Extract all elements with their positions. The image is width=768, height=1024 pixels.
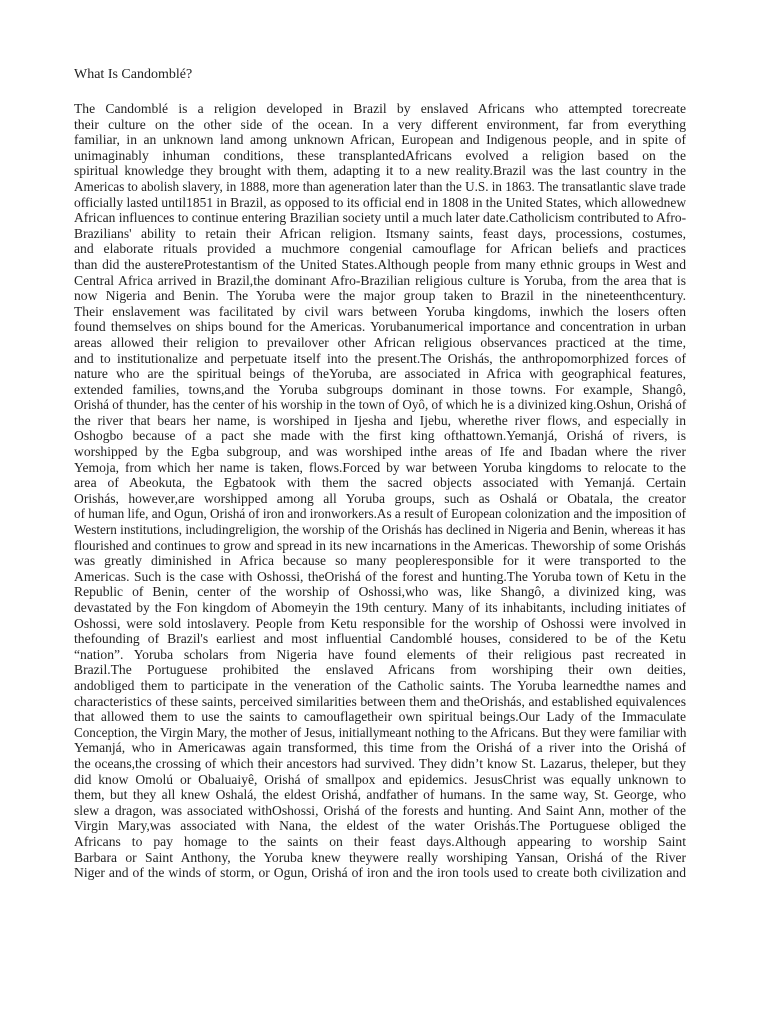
body-line: thefounding of Brazil's earliest and most influential Candomblé houses, considered to be of the Ketu bbox=[74, 631, 686, 647]
body-line: them, but they all knew Oshalá, the eldest Orishá, andfather of humans. In the same way, St. George, who bbox=[74, 787, 686, 803]
body-line: Their enslavement was facilitated by civil wars between Yoruba kingdoms, inwhich the losers often bbox=[74, 303, 686, 319]
document-body bbox=[74, 101, 686, 881]
body-line: and elaborate rituals provided a muchmore congenial camouflage for African beliefs and practices bbox=[74, 241, 686, 257]
body-line: Africans to pay homage to the saints on their feast days.Although appearing to worship Saint bbox=[74, 833, 686, 849]
body-line: slew a dragon, was associated withOshossi, Orishá of the forests and hunting. And Saint Ann, mother of the bbox=[74, 802, 686, 818]
body-line: Yemoja, from which her name is taken, flows.Forced by war between Yoruba kingdoms to relocate to the bbox=[74, 459, 686, 475]
body-line: Americas to abolish slavery, in 1888, more than ageneration later than the U.S. in 1863. The transatlantic slave trade bbox=[74, 178, 686, 194]
body-line: Oshossi, were sold intoslavery. People from Ketu responsible for the worship of Oshossi were involved in bbox=[74, 615, 686, 631]
body-line: unimaginably inhuman conditions, these transplantedAfricans evolved a religion based on the bbox=[74, 147, 686, 163]
body-line: their culture on the other side of the ocean. In a very different environment, far from everything bbox=[74, 116, 686, 132]
body-line: Brazil.The Portuguese prohibited the enslaved Africans from worshiping their own deities, bbox=[74, 662, 686, 678]
body-line: now Nigeria and Benin. The Yoruba were the major group taken to Brazil in the nineteenthcentury. bbox=[74, 288, 686, 304]
body-line: devastated by the Fon kingdom of Abomeyin the 19th century. Many of its inhabitants, including initiates of bbox=[74, 600, 686, 615]
body-line: characteristics of these saints, perceived similarities between them and theOrishás, and established equivalences bbox=[74, 693, 686, 709]
body-line: flourished and continues to grow and spread in its new incarnations in the Americas. Theworship of some Orishás bbox=[74, 537, 686, 553]
document-title: What Is Candomblé? bbox=[74, 67, 193, 82]
body-line: officially lasted until1851 in Brazil, as opposed to its official end in 1808 in the United States, which allowednew bbox=[74, 194, 687, 210]
body-line: Conception, the Virgin Mary, the mother of Jesus, initiallymeant nothing to the Africans. But they were familiar with bbox=[74, 724, 687, 740]
body-line: worshipped by the Egba subgroup, and was worshiped inthe areas of Ife and Ibadan where the river bbox=[74, 444, 686, 460]
body-line: “nation”. Yoruba scholars from Nigeria have found elements of their religious past recreated in bbox=[74, 646, 686, 662]
body-line: Barbara or Saint Anthony, the Yoruba knew theywere really worshiping Yansan, Orishá of the River bbox=[74, 849, 686, 865]
body-line: than did the austereProtestantism of the United States.Although people from many ethnic groups in West and bbox=[74, 256, 686, 272]
body-line: Western institutions, includingreligion, the worship of the Orishás has declined in Nigeria and Benin, whereas it has bbox=[74, 522, 686, 538]
body-line: spiritual knowledge they brought with them, adapting it to a new reality.Brazil was the last country in the bbox=[74, 163, 686, 179]
body-line: familiar, in an unknown land among unknown African, European and Indigenous people, and in spite of bbox=[74, 132, 686, 148]
body-line: Central Africa arrived in Brazil,the dominant Afro-Brazilian religious culture is Yoruba, from the area that is bbox=[74, 272, 686, 288]
body-line: Republic of Benin, center of the worship of Oshossi,who was, like Shangô, a divinized king, was bbox=[74, 584, 686, 600]
body-line: Brazilians' ability to retain their African religion. Itsmany saints, feast days, processions, costumes, bbox=[74, 225, 686, 241]
body-line: found themselves on ships bound for the Americas. Yorubanumerical importance and concentration in urban bbox=[74, 319, 686, 335]
body-line: Niger and of the winds of storm, or Ogun, Orishá of iron and the iron tools used to create both civilization and bbox=[74, 865, 686, 881]
body-line: area of Abeokuta, the Egbatook with them the sacred objects associated with Yemanjá. Certain bbox=[74, 475, 686, 491]
body-line: of human life, and Ogun, Orishá of iron and ironworkers.As a result of European colonization and the imposition of bbox=[74, 506, 687, 522]
body-line: and to institutionalize and perpetuate itself into the present.The Orishás, the anthropomorphized forces of bbox=[74, 350, 686, 366]
body-line: that allowed them to use the saints to camouflagetheir own spiritual beings.Our Lady of the Immaculate bbox=[74, 709, 686, 725]
body-line: the oceans,the crossing of which their ancestors had survived. They didn’t know St. Lazarus, theleper, but they bbox=[74, 755, 686, 771]
body-line: extended families, towns,and the Yoruba subgroups dominant in those towns. For example, Shangô, bbox=[74, 381, 686, 397]
body-line: Orishás, however,are worshipped among all Yoruba groups, such as Oshalá or Obatala, the creator bbox=[74, 490, 686, 506]
body-line: andobliged them to participate in the veneration of the Catholic saints. The Yoruba learnedthe names and bbox=[74, 677, 686, 693]
body-line: did know Omolú or Obaluaiyê, Orishá of smallpox and epidemics. JesusChrist was equally unknown to bbox=[74, 771, 686, 787]
body-line: Orishá of thunder, has the center of his worship in the town of Oyô, of which he is a divinized king.Oshun, Orishá of bbox=[74, 397, 687, 413]
body-line: Yemanjá, who in Americawas again transformed, this time from the Orishá of a river into the Orishá of bbox=[74, 740, 686, 756]
body-line: Americas. Such is the case with Oshossi, theOrishá of the forest and hunting.The Yoruba town of Ketu in the bbox=[74, 568, 686, 584]
body-line: Virgin Mary,was associated with Nana, the eldest of the water Orishás.The Portuguese obliged the bbox=[74, 818, 686, 834]
body-line: The Candomblé is a religion developed in Brazil by enslaved Africans who attempted torecreate bbox=[74, 101, 686, 116]
body-line: the river that bears her name, is worshiped in Ijesha and Ijebu, wherethe river flows, and especially in bbox=[74, 412, 686, 428]
body-line: areas allowed their religion to prevailover other African religious observances practiced at the time, bbox=[74, 334, 686, 350]
body-line: was greatly diminished in Africa because so many peopleresponsible for it were transported to the bbox=[74, 553, 686, 569]
body-line: Oshogbo because of a pact she made with the first king ofthattown.Yemanjá, Orishá of rivers, is bbox=[74, 428, 686, 444]
body-line: African influences to continue entering Brazilian society until a much later date.Catholicism contributed to Afro- bbox=[74, 210, 687, 226]
body-line: nature who are the spiritual beings of theYoruba, are associated in Africa with geographical features, bbox=[74, 366, 686, 382]
